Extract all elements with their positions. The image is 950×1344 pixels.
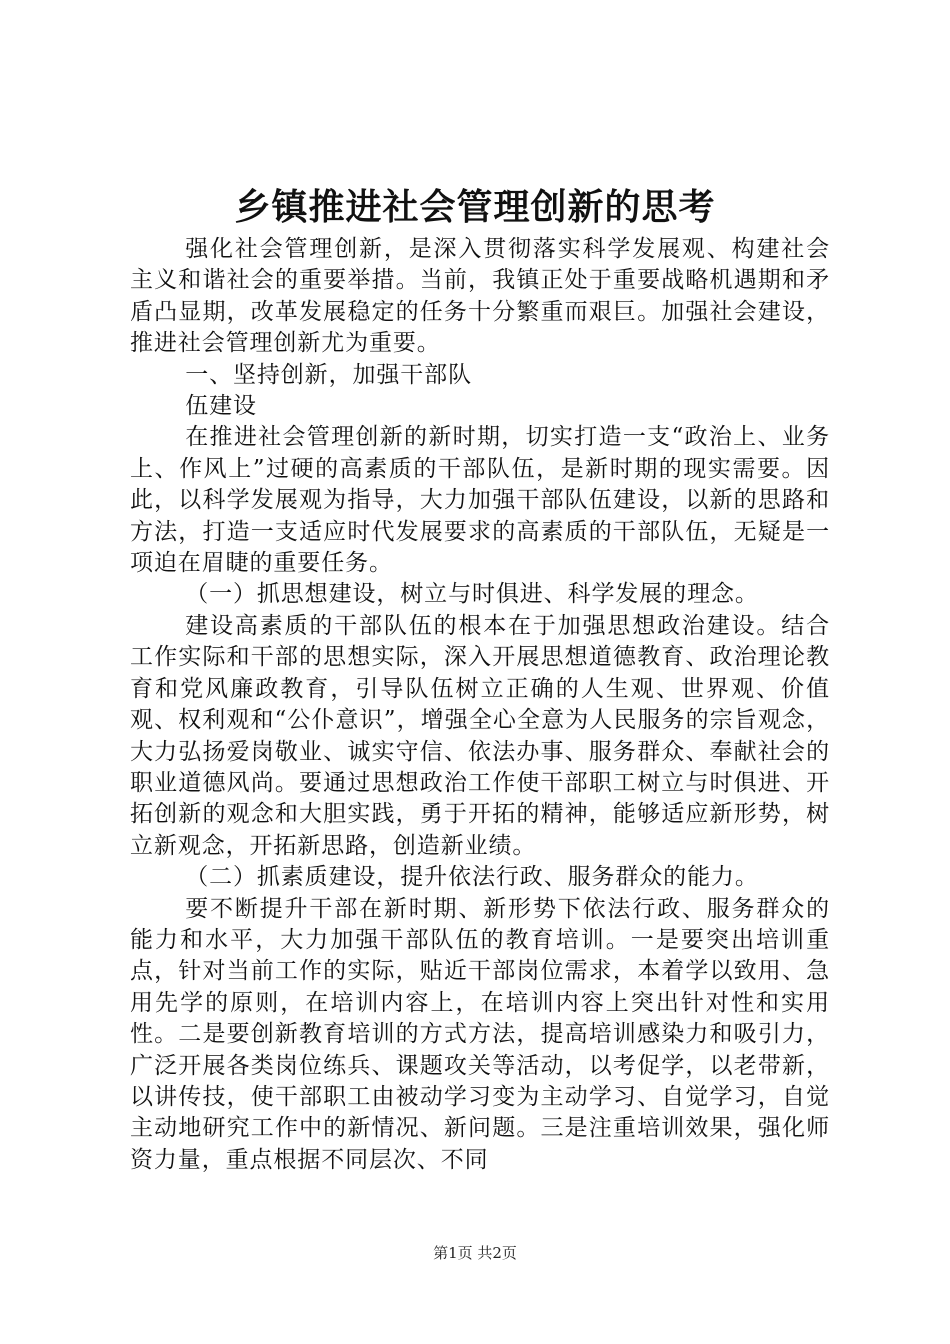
paragraph-subsection-2: 要不断提升干部在新时期、新形势下依法行政、服务群众的能力和水平，大力加强干部队伍的教育培训。一是要突出培训重点，针对当前工作的实际，贴近干部岗位需求，本着学以致用、急用先学的原则，在培训内容上，在培训内容上突出针对性和实用性。二是要创新教育培训的方式方法，提高培训感染力和吸引力，广泛开展各类岗位练兵、课题攻关等活动，以考促学，以老带新，以讲传技，使干部职工由被动学习变为主动学习、自觉学习，自觉主动地研究工作中的新情况、新问题。三是注重培训效果，强化师资力量，重点根据不同层次、不同 — [130, 895, 830, 1173]
page-title: 乡镇推进社会管理创新的思考 — [234, 187, 716, 228]
document-body — [130, 234, 830, 1176]
subsection-heading-2: （二）抓素质建设，提升依法行政、服务群众的能力。 — [185, 864, 759, 891]
section-heading-1-continued: 伍建设 — [185, 393, 257, 420]
paragraph-section-1: 在推进社会管理创新的新时期，切实打造一支“政治上、业务上、作风上”过硬的高素质的干部队伍，是新时期的现实需要。因此，以科学发展观为指导，大力加强干部队伍建设，以新的思路和方法，打造一支适应时代发展要求的高素质的干部队伍，无疑是一项迫在眉睫的重要任务。 — [130, 424, 830, 577]
paragraph-subsection-1: 建设高素质的干部队伍的根本在于加强思想政治建设。结合工作实际和干部的思想实际，深入开展思想道德教育、政治理论教育和党风廉政教育，引导队伍树立正确的人生观、世界观、价值观、权利观和“公仆意识”，增强全心全意为人民服务的宗旨观念，大力弘扬爱岗敬业、诚实守信、依法办事、服务群众、奉献社会的职业道德风尚。要通过思想政治工作使干部职工树立与时俱进、开拓创新的观念和大胆实践，勇于开拓的精神，能够适应新形势，树立新观念，开拓新思路，创造新业绩。 — [130, 612, 830, 859]
subsection-heading-1: （一）抓思想建设，树立与时俱进、科学发展的理念。 — [185, 581, 759, 608]
section-heading-1: 一、坚持创新，加强干部队 — [185, 361, 472, 388]
paragraph-intro: 强化社会管理创新，是深入贯彻落实科学发展观、构建社会主义和谐社会的重要举措。当前，我镇正处于重要战略机遇期和矛盾凸显期，改革发展稳定的任务十分繁重而艰巨。加强社会建设，推进社会管理创新尤为重要。 — [130, 236, 830, 357]
page-footer: 第1页 共2页 — [433, 1244, 517, 1262]
